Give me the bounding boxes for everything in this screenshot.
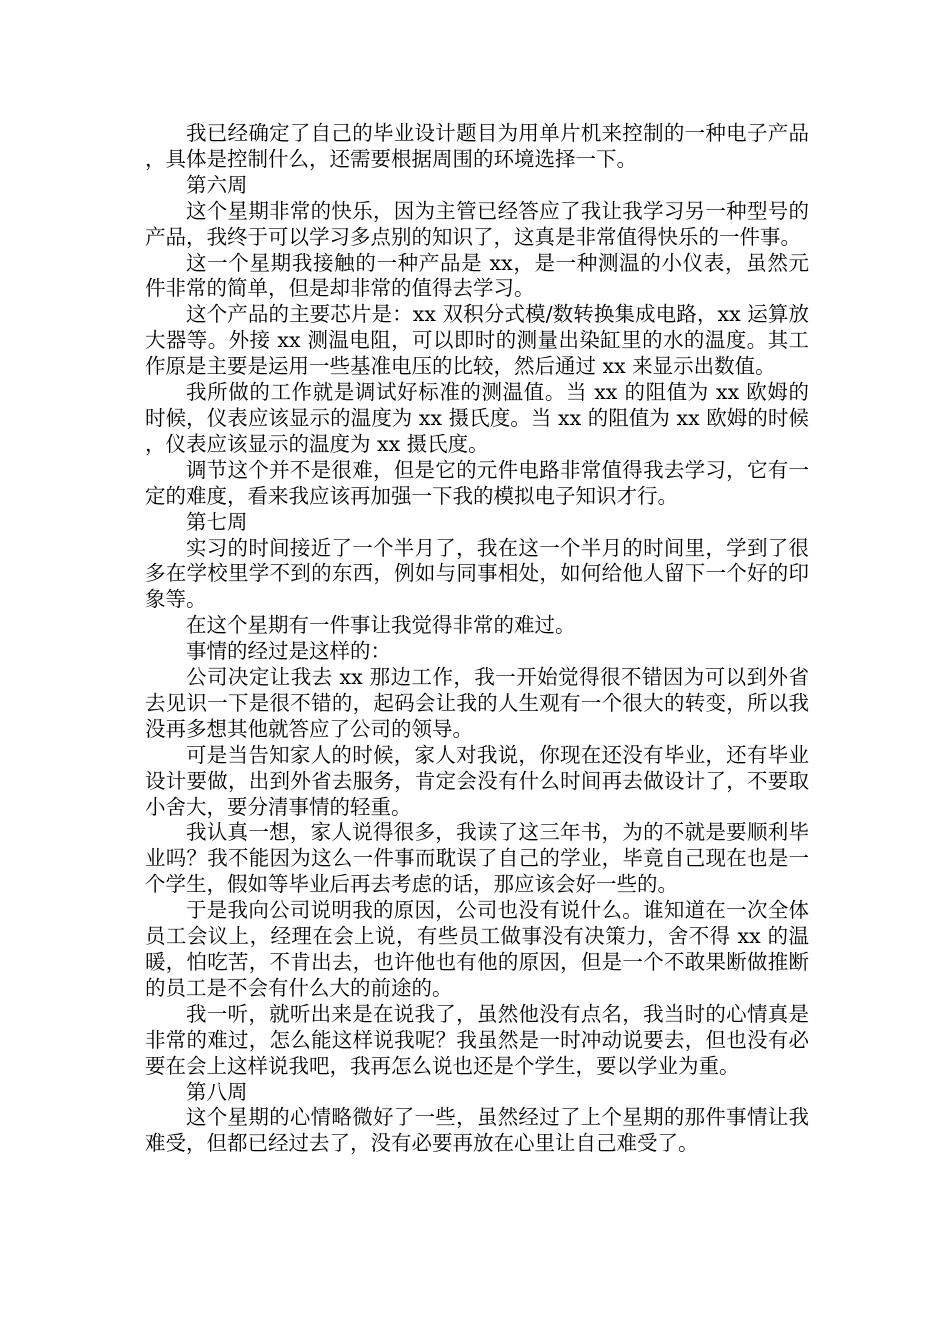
paragraph: 可是当告知家人的时候，家人对我说，你现在还没有毕业，还有毕业设计要做，出到外省去服务，肯定会没有什么时间再去做设计了，不要取小舍大，要分清事情的轻重。 bbox=[145, 742, 809, 819]
paragraph: 我已经确定了自己的毕业设计题目为用单片机来控制的一种电子产品，具体是控制什么，还需要根据周围的环境选择一下。 bbox=[145, 121, 809, 171]
section-heading-week-7: 第七周 bbox=[186, 509, 248, 534]
paragraph: 我一听，就听出来是在说我了，虽然他没有点名，我当时的心情真是非常的难过，怎么能这样说我呢？我虽然是一时冲动说要去，但也没有必要在会上这样说我吧，我再怎么说也还是个学生，要以学业为重。 bbox=[145, 1001, 809, 1078]
paragraph: 这个产品的主要芯片是：xx 双积分式模/数转换集成电路，xx 运算放大器等。外接 xx 测温电阻，可以即时的测量出染缸里的水的温度。其工作原是主要是运用一些基准电压的比较，然后通过 xx 来显示出数值。 bbox=[145, 302, 809, 379]
paragraph: 于是我向公司说明我的原因，公司也没有说什么。谁知道在一次全体员工会议上，经理在会上说，有些员工做事没有决策力，舍不得 xx 的温暖，怕吃苦，不肯出去，也许他也有他的原因，但是一个不敢果断做推断的员工是不会有什么大的前途的。 bbox=[145, 898, 809, 1000]
section-heading-week-6: 第六周 bbox=[186, 172, 248, 197]
paragraph: 这个星期非常的快乐，因为主管已经答应了我让我学习另一种型号的产品，我终于可以学习多点别的知识了，这真是非常值得快乐的一件事。 bbox=[145, 198, 809, 249]
paragraph: 调节这个并不是很难，但是它的元件电路非常值得我去学习，它有一定的难度，看来我应该再加强一下我的模拟电子知识才行。 bbox=[145, 457, 809, 508]
paragraph: 这一个星期我接触的一种产品是 xx，是一种测温的小仪表，虽然元件非常的简单，但是却非常的值得去学习。 bbox=[145, 250, 809, 301]
paragraph: 我认真一想，家人说得很多，我读了这三年书，为的不就是要顺利毕业吗？我不能因为这么一件事而耽误了自己的学业，毕竟自己现在也是一个学生，假如等毕业后再去考虑的话，那应该会好一些的。 bbox=[145, 820, 809, 897]
paragraph: 在这个星期有一件事让我觉得非常的难过。 bbox=[186, 613, 576, 638]
paragraph: 公司决定让我去 xx 那边工作，我一开始觉得很不错因为可以到外省去见识一下是很不错的，起码会让我的人生观有一个很大的转变，所以我没再多想其他就答应了公司的领导。 bbox=[145, 665, 809, 741]
paragraph: 实习的时间接近了一个半月了，我在这一个半月的时间里，学到了很多在学校里学不到的东西，例如与同事相处，如何给他人留下一个好的印象等。 bbox=[145, 535, 809, 612]
paragraph: 事情的经过是这样的： bbox=[186, 639, 391, 664]
document-body bbox=[145, 121, 809, 1157]
paragraph: 这个星期的心情略微好了一些，虽然经过了上个星期的那件事情让我难受，但都已经过去了，没有必要再放在心里让自己难受了。 bbox=[145, 1105, 809, 1156]
section-heading-week-8: 第八周 bbox=[186, 1079, 248, 1104]
paragraph: 我所做的工作就是调试好标准的测温值。当 xx 的阻值为 xx 欧姆的时候，仪表应该显示的温度为 xx 摄氏度。当 xx 的阻值为 xx 欧姆的时候，仪表应该显示的温度为 xx 摄氏度。 bbox=[145, 380, 809, 456]
